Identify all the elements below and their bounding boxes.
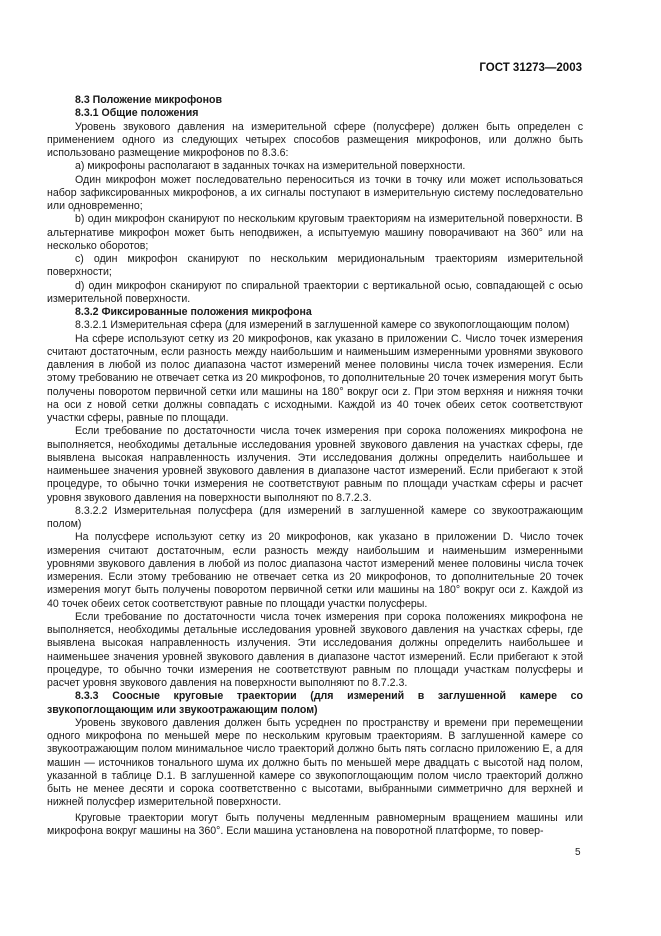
paragraph: Уровень звукового давления должен быть усреднен по пространству и времени при перемещении одного микрофона по меньшей мере по нескольким круговым траекториям. В заглушенной камере со звукоотражающим полом минимальное число траекторий должно быть пять согласно приложению Е, а для машин — источников тонального шума их должно быть по меньшей мере двадцать с высотой над полом, указанной в таблице D.1. В заглушенной камере со звукопоглощающим полом число траекторий должно быть не менее десяти и сорока соответственно с высотами, выбранными симметрично для верхней и нижней полусфер измерительной поверхности.	[47, 716, 583, 809]
document-body	[47, 94, 583, 838]
list-item-a: a) микрофоны располагают в заданных точках на измерительной поверхности.	[75, 160, 466, 173]
paragraph: Уровень звукового давления на измерительной сфере (полусфере) должен быть определен с применением одного из следующих четырех способов размещения микрофонов, или должно быть использовано размещение микрофонов по 8.3.6:	[47, 120, 583, 159]
section-heading-8-3-2: 8.3.2 Фиксированные положения микрофона	[75, 306, 312, 318]
section-heading-8-3: 8.3 Положение микрофонов	[75, 94, 222, 106]
page-number: 5	[575, 847, 581, 858]
list-item-c: c) один микрофон сканируют по нескольким меридиональным траекториям измерительной поверхности;	[47, 253, 583, 279]
paragraph: Если требование по достаточности числа точек измерения при сорока положениях микрофона не выполняется, необходимы детальные исследования уровней звукового давления на участках сферы, где выявлена высокая направленность излучения. Эти исследования должны определить наибольшее и наименьшее значения уровней звукового давления в диапазоне частот измерений. Если прибегают к этой процедуре, то обычно точки измерения не соответствуют равным по площади участкам сферы и расчет уровня звукового давления на поверхности выполняют по 8.7.2.3.	[47, 425, 583, 504]
list-item-b: b) один микрофон сканируют по нескольким круговым траекториям на измерительной поверхности. В альтернативе микрофон может быть неподвижен, а испытуемую машину поворачивают на 360° или на несколько оборотов;	[47, 213, 583, 252]
paragraph: На сфере используют сетку из 20 микрофонов, как указано в приложении С. Число точек измерения считают достаточным, если разность между наибольшим и наименьшим измеренными уровнями звукового давления в любой из полос диапазона частот измерений менее половины числа точек измерения. Если этому требованию не отвечает сетка из 20 микрофонов, то дополнительные 20 точек измерения могут быть получены поворотом первичной сетки или машины на 180° вокруг оси z. При этом верхняя и нижняя точки на оси z новой сетки должны совпадать с исходными. Каждой из 40 точек обеих сеток соответствуют участки сферы, равные по площади.	[47, 332, 583, 424]
list-item-d: d) один микрофон сканируют по спиральной траектории с вертикальной осью, совпадающей с осью измерительной поверхности.	[47, 279, 583, 305]
section-heading-8-3-1: 8.3.1 Общие положения	[75, 107, 199, 120]
subsection-heading-8-3-2-1: 8.3.2.1 Измерительная сфера (для измерений в заглушенной камере со звукопоглощающим полом)	[75, 319, 570, 332]
paragraph: На полусфере используют сетку из 20 микрофонов, как указано в приложении D. Число точек измерения считают достаточным, если разность между наибольшим и наименьшим измеренными уровнями звукового давления в любой из полос диапазона частот измерений менее половины числа точек измерения. Если этому требованию не отвечает сетка из 20 микрофонов, то дополнительные 20 точек измерения могут быть получены поворотом первичной сетки или машины на 180° вокруг оси z. Каждой из 40 точек обеих сеток соответствуют равные по площади участки полусферы.	[47, 531, 583, 610]
document-header: ГОСТ 31273—2003	[479, 62, 582, 74]
subsection-heading-8-3-2-2: 8.3.2.2 Измерительная полусфера (для измерений в заглушенной камере со звукоотражающим полом)	[47, 504, 583, 530]
section-heading-8-3-3: 8.3.3 Соосные круговые траектории (для измерений в заглушенной камере со звукопоглощающим или звукоотражающим полом)	[47, 690, 583, 716]
paragraph: Один микрофон может последовательно переноситься из точки в точку или может использоваться набор зафиксированных микрофонов, а их сигналы поступают в измерительную систему последовательно или одновременно;	[47, 173, 583, 212]
paragraph: Если требование по достаточности числа точек измерения при сорока положениях микрофона не выполняется, необходимы детальные исследования уровней звукового давления на участках сферы, где выявлена высокая направленность излучения. Эти исследования должны определить наибольшее и наименьшее значения уровней звукового давления в диапазоне частот измерений. Если прибегают к этой процедуре, то обычно точки измерения не соответствуют равным по площади участкам полусферы и расчет уровня звукового давления на поверхности выполняют по 8.7.2.3.	[47, 610, 583, 689]
paragraph: Круговые траектории могут быть получены медленным равномерным вращением машины или микрофона вокруг машины на 360°. Если машина установлена на поворотной платформе, то повер-	[47, 811, 583, 837]
